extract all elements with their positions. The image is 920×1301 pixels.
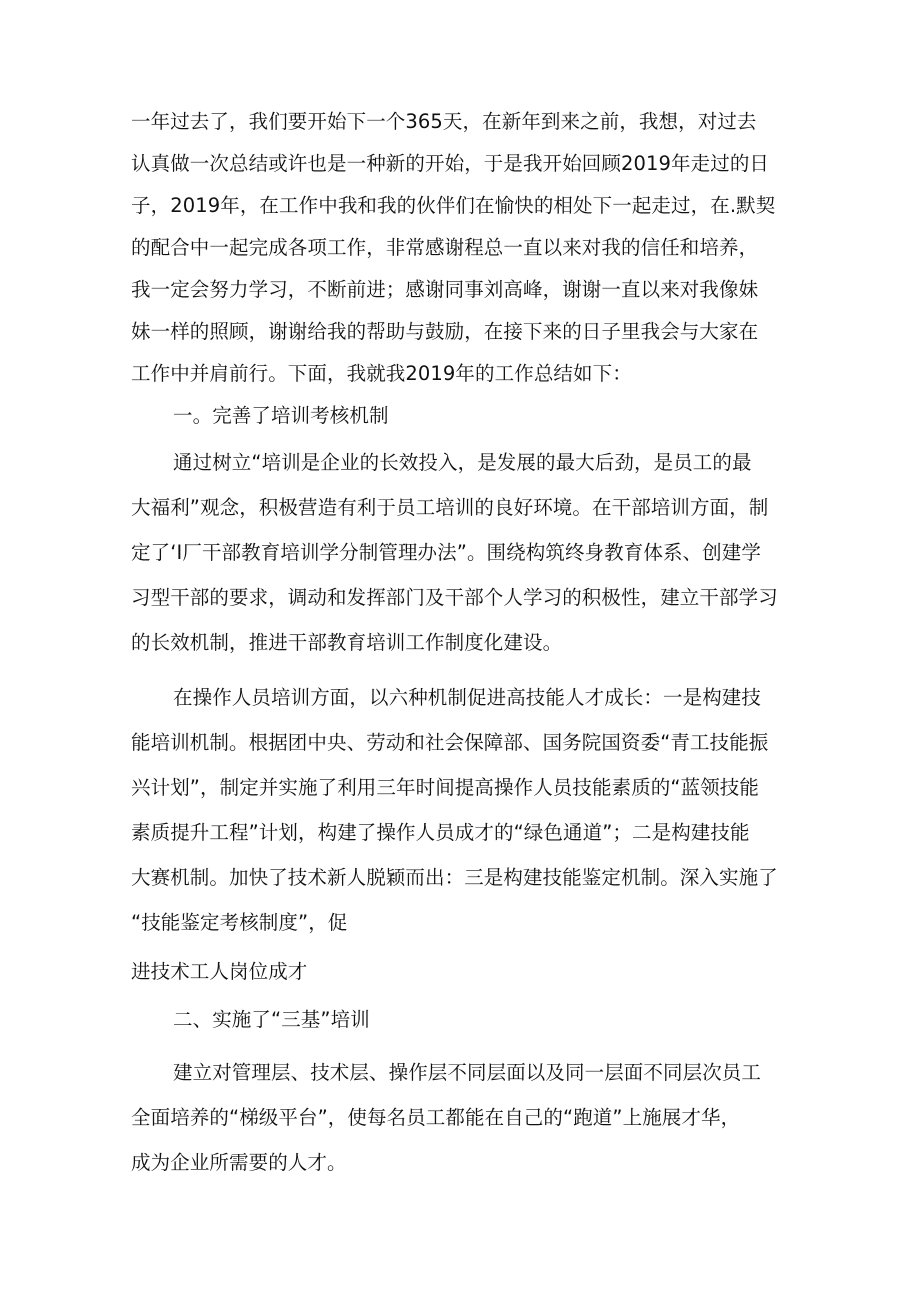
section1-para2-line-4: 素质提升工程”计划，构建了操作人员成才的“绿色通道”；二是构建技能 <box>131 821 750 844</box>
intro-line-7: 工作中并肩前行。下面，我就我2019年的工作总结如下： <box>131 362 632 385</box>
section2-para1-line-2: 全面培养的“梯级平台”，使每名员工都能在自己的“跑道”上施展才华， <box>131 1106 741 1129</box>
intro-line-5: 我一定会努力学习，不断前进；感谢同事刘高峰，谢谢一直以来对我像妹 <box>131 278 759 301</box>
section1-para1-line-4: 习型干部的要求，调动和发挥部门及干部个人学习的积极性，建立干部学习 <box>131 586 778 609</box>
section1-para2-line-1: 在操作人员培训方面，以六种机制促进高技能人才成长：一是构建技 <box>173 686 762 709</box>
intro-line-1: 一年过去了，我们要开始下一个365天，在新年到来之前，我想，对过去 <box>131 110 757 133</box>
section1-para1-line-5: 的长效机制，推进干部教育培训工作制度化建设。 <box>131 631 563 654</box>
section1-para1-line-1: 通过树立“培训是企业的长效投入，是发展的最大后劲，是员工的最 <box>173 451 752 474</box>
section1-para2-line-5: 大赛机制。加快了技术新人脱颖而出：三是构建技能鉴定机制。深入实施了 <box>131 866 778 889</box>
section1-heading: 一。完善了培训考核机制 <box>173 404 389 427</box>
section2-para1-line-3: 成为企业所需要的人才。 <box>131 1151 347 1174</box>
section1-para1-line-3: 定了‘I厂干部教育培训学分制管理办法”。围绕构筑终身教育体系、创建学 <box>131 541 761 564</box>
intro-line-3: 子，2019年，在工作中我和我的伙伴们在愉快的相处下一起走过，在.默契 <box>131 194 776 217</box>
intro-line-2: 认真做一次总结或许也是一种新的开始，于是我开始回顾2019年走过的日 <box>131 152 770 175</box>
intro-line-4: 的配合中一起完成各项工作，非常感谢程总一直以来对我的信任和培养， <box>131 236 759 259</box>
section2-para1-line-1: 建立对管理层、技术层、操作层不同层面以及同一层面不同层次员工 <box>173 1061 762 1084</box>
section1-para1-line-2: 大福利”观念，积极营造有利于员工培训的良好环境。在干部培训方面，制 <box>131 496 769 519</box>
section1-para2-line-3: 兴计划”，制定并实施了利用三年时间提高操作人员技能素质的“蓝领技能 <box>131 776 760 799</box>
intro-line-6: 妹一样的照顾，谢谢给我的帮助与鼓励，在接下来的日子里我会与大家在 <box>131 320 759 343</box>
section1-para2-line-6: “技能鉴定考核制度”，促 <box>131 911 348 934</box>
section1-para2-line-2: 能培训机制。根据团中央、劳动和社会保障部、国务院国资委“青工技能振 <box>131 731 769 754</box>
section1-para3-line: 进技术工人岗位成才 <box>131 960 308 983</box>
section2-heading: 二、实施了“三基”培训 <box>173 1008 370 1031</box>
